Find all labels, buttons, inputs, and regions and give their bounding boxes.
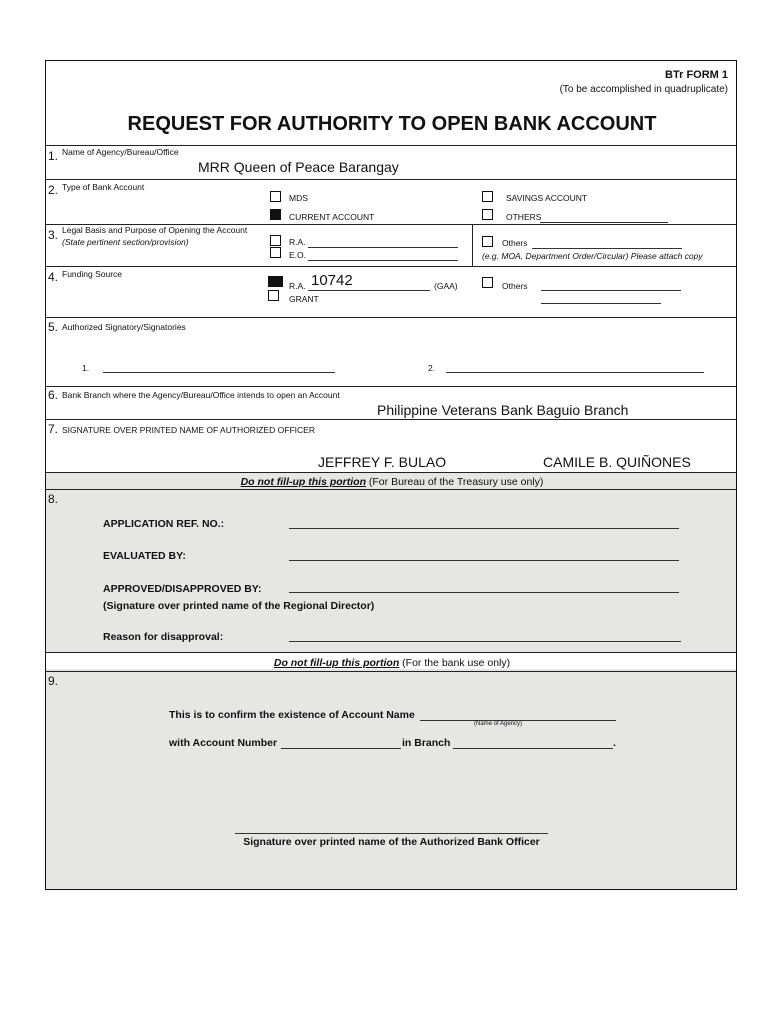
treasury-section bbox=[46, 472, 736, 652]
legal-others-line[interactable] bbox=[532, 248, 682, 249]
divider bbox=[46, 145, 736, 146]
item-number: 1. bbox=[48, 149, 59, 163]
item-number: 4. bbox=[48, 270, 59, 284]
app-ref-label: APPLICATION REF. NO.: bbox=[103, 518, 225, 530]
divider bbox=[46, 317, 736, 318]
signatories-label: Authorized Signatory/Signatories bbox=[62, 322, 186, 332]
item-number: 6. bbox=[48, 388, 59, 402]
divider bbox=[46, 472, 736, 473]
bank-banner-warning: Do not fill-up this portion bbox=[273, 657, 400, 669]
funding-ra-checkbox[interactable] bbox=[268, 276, 283, 287]
bank-officer-signature-line[interactable] bbox=[235, 833, 548, 834]
signatory-1-line[interactable] bbox=[103, 372, 335, 373]
legal-ra-line[interactable] bbox=[308, 247, 458, 248]
divider bbox=[46, 489, 736, 490]
reason-label: Reason for disapproval: bbox=[103, 631, 224, 643]
divider bbox=[46, 386, 736, 387]
item-number: 2. bbox=[48, 183, 59, 197]
form-note: (To be accomplished in quadruplicate) bbox=[559, 84, 728, 95]
legal-ra-label: R.A. bbox=[289, 237, 306, 247]
branch-line[interactable] bbox=[453, 748, 613, 749]
item-number: 9. bbox=[48, 674, 59, 688]
treasury-banner-purpose: (For Bureau of the Treasury use only) bbox=[365, 476, 544, 488]
divider bbox=[46, 179, 736, 180]
agency-note: (Name of Agency) bbox=[474, 721, 523, 727]
item-number: 5. bbox=[48, 320, 59, 334]
agency-name-value[interactable]: MRR Queen of Peace Barangay bbox=[198, 159, 399, 175]
reason-line[interactable] bbox=[289, 641, 681, 642]
funding-ra-value[interactable]: 10742 bbox=[311, 272, 353, 289]
approved-by-label: APPROVED/DISAPPROVED BY: bbox=[103, 583, 262, 595]
funding-others-line[interactable] bbox=[541, 290, 681, 291]
account-number-line[interactable] bbox=[281, 748, 401, 749]
savings-account-label: SAVINGS ACCOUNT bbox=[506, 193, 588, 203]
legal-basis-sublabel: (State pertinent section/provision) bbox=[62, 237, 189, 247]
bank-banner-purpose: (For the bank use only) bbox=[399, 657, 511, 669]
item-number: 8. bbox=[48, 492, 59, 506]
officer-name-1[interactable]: JEFFREY F. BULAO bbox=[318, 454, 447, 470]
grant-label: GRANT bbox=[289, 294, 319, 304]
officer-signature-label: SIGNATURE OVER PRINTED NAME OF AUTHORIZED OFFICER bbox=[62, 425, 315, 435]
confirm-label: This is to confirm the existence of Account Name bbox=[169, 709, 415, 721]
item-number: 3. bbox=[48, 228, 59, 242]
officer-name-2[interactable]: CAMILE B. QUIÑONES bbox=[543, 454, 691, 470]
approved-by-sublabel: (Signature over printed name of the Regional Director) bbox=[103, 600, 375, 612]
divider bbox=[46, 266, 736, 267]
evaluated-by-label: EVALUATED BY: bbox=[103, 550, 186, 562]
item-number: 7. bbox=[48, 422, 59, 436]
legal-others-label: Others bbox=[502, 238, 528, 248]
legal-eo-label: E.O. bbox=[289, 250, 307, 260]
savings-account-checkbox[interactable] bbox=[482, 191, 493, 202]
grant-checkbox[interactable] bbox=[268, 290, 279, 301]
funding-others-label: Others bbox=[502, 281, 528, 291]
form-code: BTr FORM 1 bbox=[665, 69, 728, 81]
others-account-line[interactable] bbox=[540, 222, 668, 223]
gaa-label: (GAA) bbox=[434, 281, 458, 291]
bank-branch-value[interactable]: Philippine Veterans Bank Baguio Branch bbox=[377, 402, 629, 418]
app-ref-line[interactable] bbox=[289, 528, 679, 529]
divider bbox=[46, 671, 736, 672]
divider bbox=[46, 652, 736, 653]
legal-others-note: (e.g. MOA, Department Order/Circular) Please attach copy bbox=[482, 251, 703, 261]
mds-checkbox[interactable] bbox=[270, 191, 281, 202]
bank-banner bbox=[46, 657, 738, 669]
legal-eo-checkbox[interactable] bbox=[270, 247, 281, 258]
treasury-banner bbox=[46, 476, 738, 488]
legal-basis-label: Legal Basis and Purpose of Opening the Account bbox=[62, 225, 248, 235]
signatory-1-label: 1. bbox=[82, 363, 90, 373]
divider bbox=[472, 225, 473, 266]
account-type-label: Type of Bank Account bbox=[62, 182, 145, 192]
signatory-2-line[interactable] bbox=[446, 372, 704, 373]
divider bbox=[46, 419, 736, 420]
current-account-checkbox[interactable] bbox=[270, 209, 281, 220]
period-mark: . bbox=[613, 737, 616, 749]
current-account-label: CURRENT ACCOUNT bbox=[289, 212, 375, 222]
funding-ra-line bbox=[308, 290, 430, 291]
bank-branch-label: Bank Branch where the Agency/Bureau/Office intends to open an Account bbox=[62, 390, 340, 400]
treasury-banner-warning: Do not fill-up this portion bbox=[240, 476, 366, 488]
funding-others-line-2[interactable] bbox=[541, 303, 661, 304]
approved-by-line[interactable] bbox=[289, 592, 679, 593]
bank-section bbox=[46, 669, 736, 889]
legal-others-checkbox[interactable] bbox=[482, 236, 493, 247]
evaluated-by-line[interactable] bbox=[289, 560, 679, 561]
legal-ra-checkbox[interactable] bbox=[270, 235, 281, 246]
bank-officer-signature-label: Signature over printed name of the Authorized Bank Officer bbox=[243, 836, 540, 848]
agency-name-label: Name of Agency/Bureau/Office bbox=[62, 147, 179, 157]
in-branch-label: in Branch bbox=[402, 737, 451, 749]
funding-others-checkbox[interactable] bbox=[482, 277, 493, 288]
others-account-checkbox[interactable] bbox=[482, 209, 493, 220]
funding-source-label: Funding Source bbox=[62, 269, 123, 279]
form-title: REQUEST FOR AUTHORITY TO OPEN BANK ACCOUNT bbox=[127, 113, 657, 135]
funding-ra-label: R.A. bbox=[289, 281, 306, 291]
signatory-2-label: 2. bbox=[428, 363, 436, 373]
others-account-label: OTHERS bbox=[506, 212, 542, 222]
account-number-label: with Account Number bbox=[169, 737, 278, 749]
legal-eo-line[interactable] bbox=[308, 260, 458, 261]
mds-label: MDS bbox=[289, 193, 308, 203]
form-frame bbox=[45, 60, 737, 890]
